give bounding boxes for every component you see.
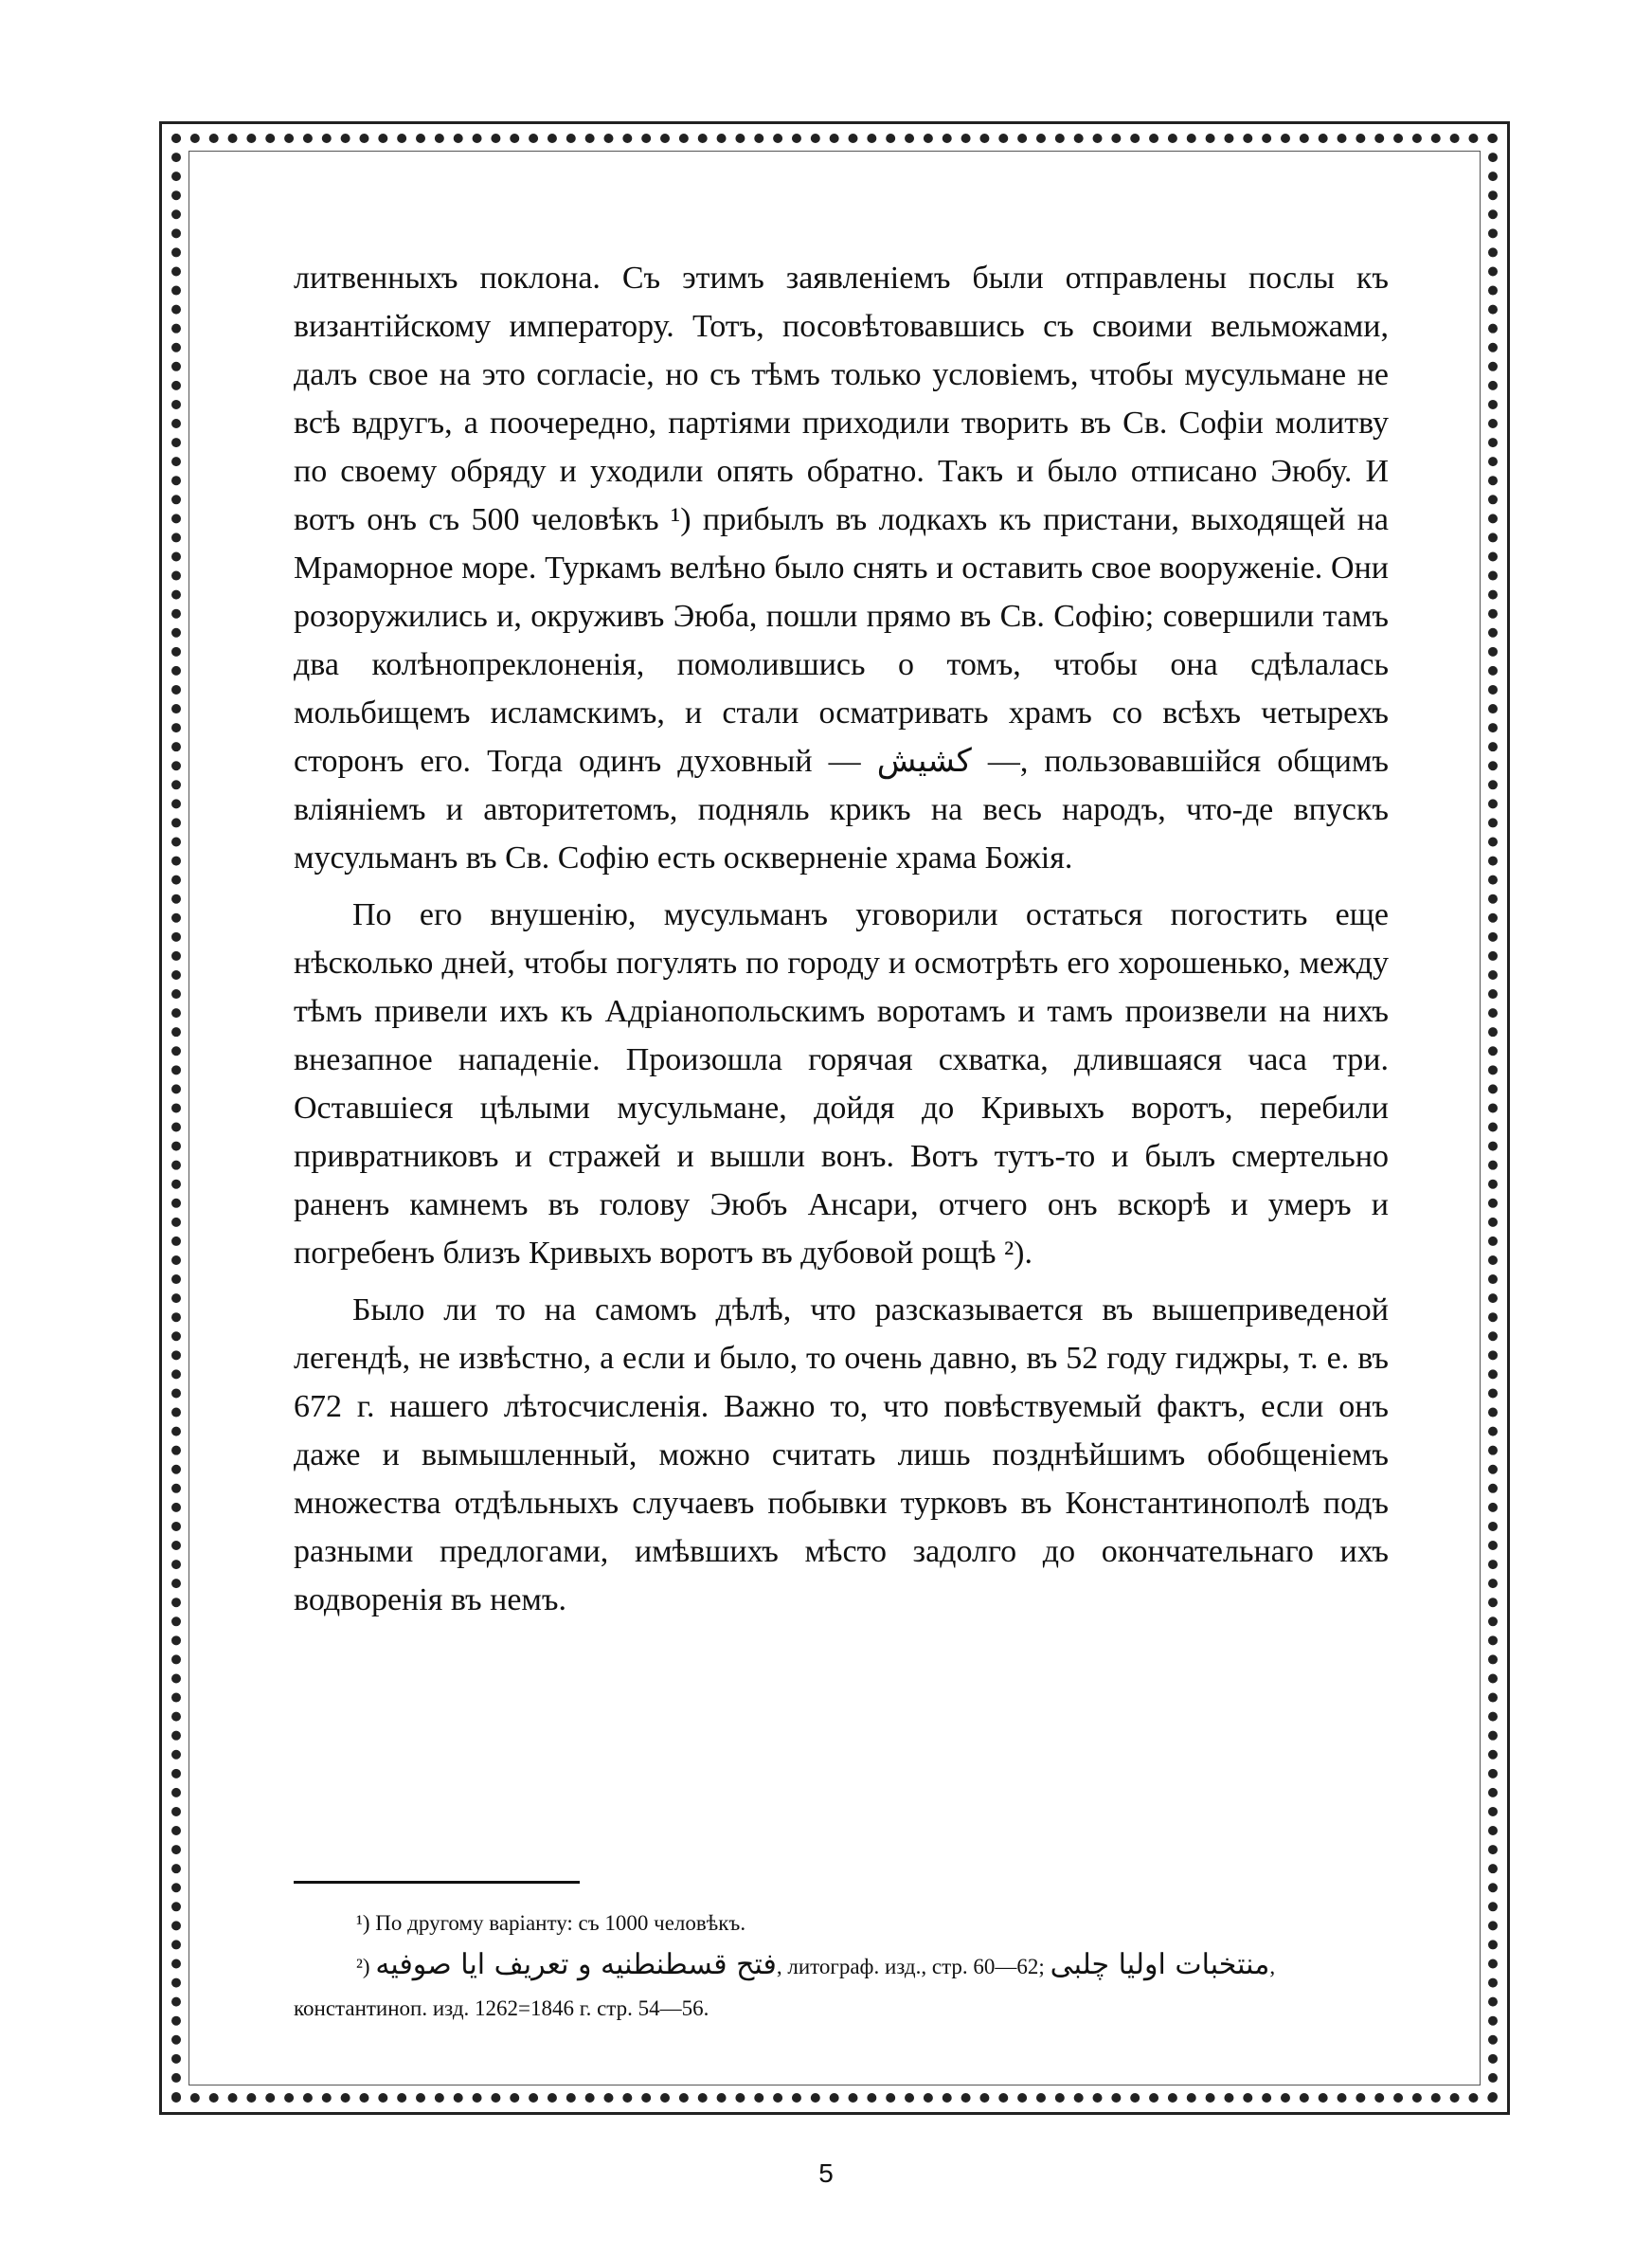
footnote-2-arabic-title: فتح قسطنطنيه و تعريف ايا صوفيه [375, 1948, 777, 1981]
paragraph-2: По его внушенію, мусульманъ уговорили остаться погостить еще нѣсколько дней, чтобы погулять по городу и осмотрѣть его хорошенько, между тѣмъ привели ихъ къ Адріанопольскимъ воротамъ и тамъ произвели на нихъ внезапное нападеніе. Произошла горячая схватка, длившаяся часа три. Оставшіеся цѣлыми мусульмане, дойдя до Кривыхъ воротъ, перебили привратниковъ и стражей и вышли вонъ. Вотъ тутъ-то и былъ смертельно раненъ камнемъ въ голову Эюбъ Ансари, отчего онъ вскорѣ и умеръ и погребенъ близъ Кривыхъ воротъ въ дубовой рощѣ ²). [294, 897, 1389, 1271]
paragraph-1: литвенныхъ поклона. Съ этимъ заявленіемъ были отправлены послы къ византійскому императору. Тотъ, посовѣтовавшись съ своими вельможами, далъ свое на это согласіе, но съ тѣмъ только условіемъ, чтобы мусульмане не всѣ вдругъ, а поочередно, партіями приходили творить въ Св. Софіи молитву по своему обряду и уходили опять обратно. Такъ и было отписано Эюбу. И вотъ онъ съ 500 человѣкъ ¹) прибылъ въ лодкахъ къ пристани, выходящей на Мраморное море. Туркамъ велѣно было снять и оставить свое вооруженіе. Они розоружились и, окруживъ Эюба, пошли прямо въ Св. Софію; совершили тамъ два колѣнопреклоненія, помолившись о томъ, чтобы она сдѣлалась мольбищемъ исламскимъ, и стали осматривать храмъ со всѣхъ четырехъ сторонъ его. Тогда одинъ духовный — كشيش —, пользовавшійся общимъ вліяніемъ и авторитетомъ, подняль крикъ на весь народъ, что-де впускъ мусульманъ въ Св. Софію есть оскверненіе храма Божія. [294, 261, 1389, 876]
main-text [294, 254, 1389, 1624]
page-number: 5 [818, 2158, 834, 2188]
footnote-2 [294, 1944, 1389, 1988]
footnote-2-citation: , литограф. изд., стр. 60—62; [776, 1955, 1045, 1978]
footnotes [294, 1903, 1389, 2030]
footnote-2-comma: , [1269, 1955, 1276, 1978]
footnote-2-continuation: константиноп. изд. 1262=1846 г. стр. 54—56. [294, 1996, 709, 2020]
footnote-2-marker: ²) [356, 1955, 370, 1978]
footnote-divider [294, 1881, 580, 1884]
footnote-1: ¹) По другому варіанту: съ 1000 человѣкъ. [356, 1911, 746, 1935]
footnote-2-arabic-author: منتخبات اوليا چلبى [1050, 1948, 1270, 1981]
paragraph-3: Было ли то на самомъ дѣлѣ, что разсказывается въ вышеприведеной легендѣ, не извѣстно, а если и было, то очень давно, въ 52 году гиджры, т. е. въ 672 г. нашего лѣтосчисленія. Важно то, что повѣствуемый фактъ, если онъ даже и вымышленный, можно считать лишь позднѣйшимъ обобщеніемъ множества отдѣльныхъ случаевъ побывки турковъ въ Константинополѣ подъ разными предлогами, имѣвшихъ мѣсто задолго до окончательнаго ихъ водворенія въ немъ. [294, 1292, 1389, 1617]
